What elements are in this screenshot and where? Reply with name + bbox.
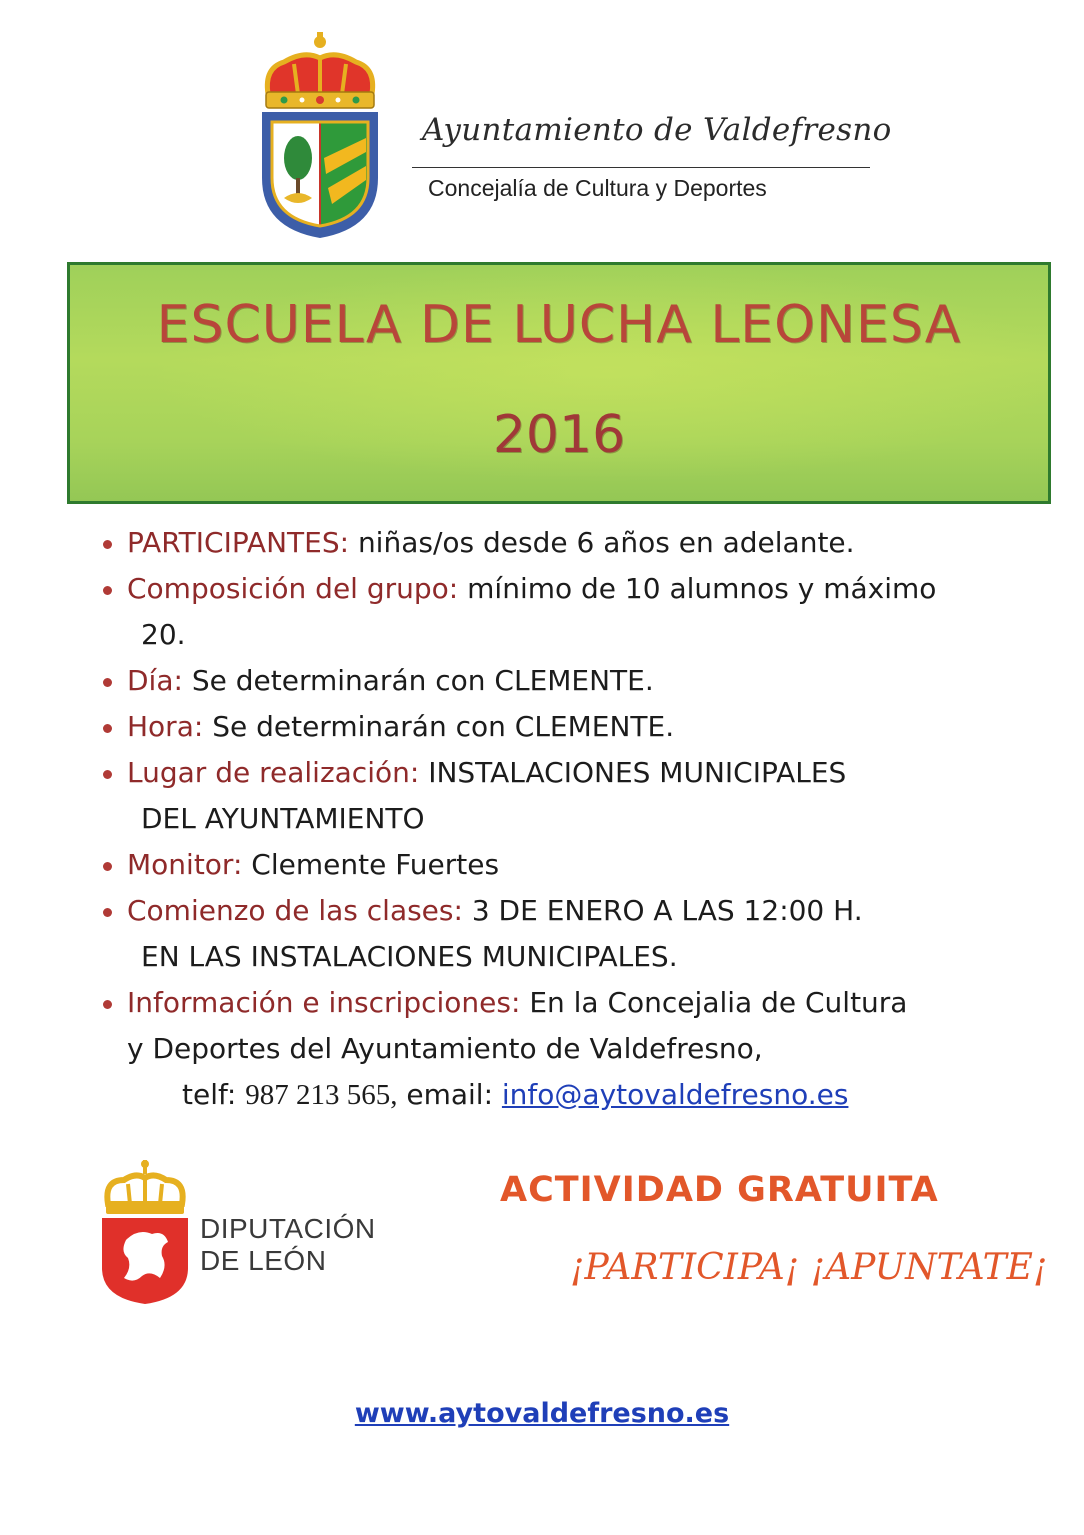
label-dia: Día:	[127, 664, 183, 697]
bullet-icon	[103, 908, 112, 917]
participa-apuntate: ¡PARTICIPA¡ ¡APUNTATE¡	[570, 1247, 1048, 1288]
phone-label: telf:	[182, 1078, 237, 1111]
value-informacion-cont: y Deportes del Ayuntamiento de Valdefresno,	[127, 1032, 763, 1065]
value-composicion-cont: 20.	[141, 618, 186, 651]
value-lugar-cont: DEL AYUNTAMIENTO	[141, 802, 425, 835]
value-hora: Se determinarán con CLEMENTE.	[212, 710, 675, 743]
diputacion-leon-crest-logo	[98, 1158, 192, 1306]
dip-line1: DIPUTACIÓN	[200, 1213, 376, 1244]
ayuntamiento-title: Ayuntamiento de Valdefresno	[422, 112, 892, 148]
list-item-dia	[100, 658, 1050, 704]
bullet-icon	[103, 724, 112, 733]
title-banner	[67, 262, 1051, 504]
value-dia: Se determinarán con CLEMENTE.	[191, 664, 654, 697]
actividad-gratuita: ACTIVIDAD GRATUITA	[500, 1170, 939, 1210]
header-divider	[412, 167, 870, 168]
list-item-composicion	[100, 566, 1050, 658]
website-link[interactable]: www.aytovaldefresno.es	[354, 1398, 730, 1429]
dip-line2: DE LEÓN	[200, 1245, 327, 1276]
value-comienzo: 3 DE ENERO A LAS 12:00 H.	[471, 894, 863, 927]
bullet-icon	[103, 678, 112, 687]
value-composicion: mínimo de 10 alumnos y máximo	[467, 572, 937, 605]
email-link[interactable]: info@aytovaldefresno.es	[501, 1078, 849, 1111]
label-participantes: PARTICIPANTES:	[127, 526, 350, 559]
label-composicion: Composición del grupo:	[127, 572, 459, 605]
title-year: 2016	[492, 405, 626, 465]
valdefresno-coat-of-arms-logo	[254, 28, 386, 243]
label-informacion: Información e inscripciones:	[127, 986, 521, 1019]
concejalia-subtitle: Concejalía de Cultura y Deportes	[428, 175, 767, 201]
value-lugar: INSTALACIONES MUNICIPALES	[428, 756, 847, 789]
label-hora: Hora:	[127, 710, 204, 743]
bullet-icon	[103, 1000, 112, 1009]
list-item-informacion	[100, 980, 1050, 1118]
list-item-hora	[100, 704, 1050, 750]
list-item-participantes	[100, 520, 1050, 566]
bullet-icon	[103, 770, 112, 779]
list-item-monitor	[100, 842, 1050, 888]
email-label: email:	[406, 1078, 493, 1111]
contact-line	[127, 1072, 1050, 1118]
value-comienzo-cont: EN LAS INSTALACIONES MUNICIPALES.	[141, 940, 678, 973]
list-item-lugar	[100, 750, 1050, 842]
label-comienzo: Comienzo de las clases:	[127, 894, 463, 927]
diputacion-leon-text	[200, 1213, 376, 1277]
value-informacion: En la Concejalia de Cultura	[529, 986, 908, 1019]
info-list	[100, 520, 1050, 1118]
bullet-icon	[103, 540, 112, 549]
label-lugar: Lugar de realización:	[127, 756, 420, 789]
bullet-icon	[103, 862, 112, 871]
label-monitor: Monitor:	[127, 848, 243, 881]
title-escuela: ESCUELA DE LUCHA LEONESA	[156, 295, 962, 355]
value-participantes: niñas/os desde 6 años en adelante.	[357, 526, 855, 559]
value-monitor: Clemente Fuertes	[251, 848, 500, 881]
bullet-icon	[103, 586, 112, 595]
phone-number: 987 213 565,	[245, 1079, 398, 1111]
list-item-comienzo	[100, 888, 1050, 980]
